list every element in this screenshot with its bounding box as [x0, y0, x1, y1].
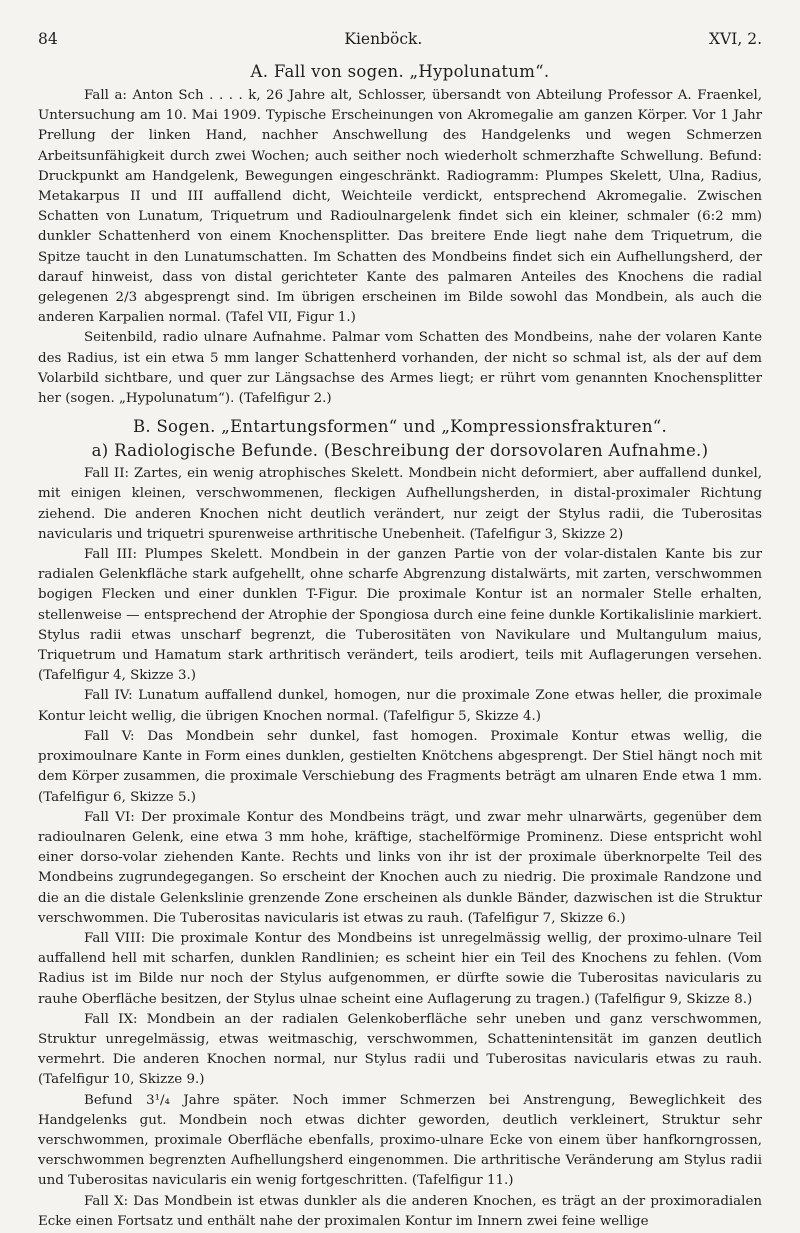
case-paragraph: Fall VI: Der proximale Kontur des Mondbeins trägt, und zwar mehr ulnarwärts, gegenüber dem radioulnaren Gelenk, eine etwa 3 mm hohe, kräftige, stachelförmige Prominenz. Diese entspricht wohl einer dorso-volar ziehenden Kante. Rechts und links von ihr ist der proximale überknorpelte Teil des Mondbeins zugrundegegangen. So erscheint der Knochen auch zu niedrig. Die proximale Randzone und die an die distale Gelenkslinie grenzende Zone erscheinen als dunkle Bänder, dazwischen ist die Struktur verschwommen. Die Tuberositas navicularis ist etwas zu rauh. (Tafelfigur 7, Skizze 6.) — [38, 809, 762, 926]
section-b-heading: B. Sogen. „Entartungsformen“ und „Kompressionsfrakturen“. — [132, 417, 668, 437]
page-header — [38, 30, 762, 48]
case-paragraph: Fall IV: Lunatum auffallend dunkel, homogen, nur die proximale Zone etwas heller, die proximale Kontur leicht wellig, die übrigen Knochen normal. (Tafelfigur 5, Skizze 4.) — [38, 688, 762, 724]
case-paragraph: Fall III: Plumpes Skelett. Mondbein in der ganzen Partie von der volar-distalen Kante bis zur radialen Gelenkfläche stark aufgehellt, ohne scharfe Abgrenzung distalwärts, mit zarten, verschwommen bogigen Flecken und einer dunklen T-Figur. Die proximale Kontur ist an normaler Stelle erhalten, stellenweise — entsprechend der Atrophie der Spongiosa durch eine feine dunkle Kortikalislinie markiert. Stylus radii etwas unscharf begrenzt, die Tuberositäten von Navikulare und Multangulum maius, Triquetrum und Hamatum stark arthritisch verändert, teils arodiert, teils mit Auflagerungen versehen. (Tafelfigur 4, Skizze 3.) — [38, 547, 762, 684]
case-paragraph: Fall VIII: Die proximale Kontur des Mondbeins ist unregelmässig wellig, der proximo-ulnare Teil auffallend hell mit scharfen, dunklen Randlinien; es scheint hier ein Teil des Knochens zu fehlen. (Vom Radius ist im Bilde nur noch der Stylus aufgenommen, er dürfte sowie die Tuberositas navicularis zu rauhe Oberfläche besitzen, der Stylus ulnae scheint eine Auflagerung zu tragen.) (Tafelfigur 9, Skizze 8.) — [38, 930, 762, 1007]
section-a-heading: A. Fall von sogen. „Hypolunatum“. — [250, 62, 550, 81]
section-a-paragraph-1: Fall a: Anton Sch . . . . k, 26 Jahre alt, Schlosser, übersandt von Abteilung Professor A. Fraenkel, Untersuchung am 10. Mai 1909. Typische Erscheinungen von Akromegalie am ganzen Körper. Vor 1 Jahr Prellung der linken Hand, nachher Anschwellung des Handgelenks und wegen Schmerzen Arbeitsunfähigkeit durch zwei Wochen; auch seither noch wiederholt schmerzhafte Schwellung. Befund: Druckpunkt am Handgelenk, Bewegungen eingeschränkt. Radiogramm: Plumpes Skelett, Ulna, Radius, Metakarpus II und III auffallend dicht, Weichteile verdickt, entsprechend Akromegalie. Zwischen Schatten von Lunatum, Triquetrum und Radioulnargelenk findet sich ein kleiner, schmaler (6:2 mm) dunkler Schattenherd von einem Knochensplitter. Das breitere Ende liegt nahe dem Triquetrum, die Spitze taucht in den Lunatumschatten. Im Schatten des Mondbeins findet sich ein Aufhellungsherd, der darauf hinweist, dass von distal gerichteter Kante des palmaren Anteiles des Knochens die radial gelegenen 2/3 abgesprengt sind. Im übrigen erscheinen im Bilde sowohl das Mondbein, als auch die anderen Karpalien normal. (Tafel VII, Figur 1.) — [38, 88, 762, 326]
section-gap — [38, 409, 762, 417]
volume-number: XVI, 2. — [709, 30, 762, 48]
case-paragraph: Fall IX: Mondbein an der radialen Gelenkoberfläche sehr uneben und ganz verschwommen, Struktur unregelmässig, etwas weitmaschig, verschwommen, Schattenintensität im ganzen deutlich vermehrt. Die anderen Knochen normal, nur Stylus radii und Tuberositas navicularis etwas zu rauh. (Tafelfigur 10, Skizze 9.) — [38, 1011, 762, 1088]
case-paragraph: Fall V: Das Mondbein sehr dunkel, fast homogen. Proximale Kontur etwas wellig, die proximoulnare Kante in Form eines dunklen, gestielten Knötchens abgesprengt. Der Stiel hängt noch mit dem Körper zusammen, die proximale Verschiebung des Fragments beträgt am ulnaren Ende etwa 1 mm. (Tafelfigur 6, Skizze 5.) — [38, 728, 762, 805]
running-author: Kienböck. — [344, 30, 423, 48]
section-b-subheading: a) Radiologische Befunde. (Beschreibung der dorsovolaren Aufnahme.) — [91, 441, 709, 461]
case-paragraph: Befund 3¹/₄ Jahre später. Noch immer Schmerzen bei Anstrengung, Beweglichkeit des Handgelenks gut. Mondbein noch etwas dichter geworden, deutlich verkleinert, Struktur sehr verschwommen, proximale Oberfläche ebenfalls, proximo-ulnare Ecke von einem über hanfkorngrossen, verschwommen begrenzten Aufhellungsherd eingenommen. Die arthritische Veränderung am Stylus radii und Tuberositas navicularis ein wenig fortgeschritten. (Tafelfigur 11.) — [38, 1092, 762, 1189]
case-paragraph: Fall X: Das Mondbein ist etwas dunkler als die anderen Knochen, es trägt an der proximoradialen Ecke einen Fortsatz und enthält nahe der proximalen Kontur im Innern zwei feine wellige — [38, 1193, 762, 1229]
section-a-paragraph-2: Seitenbild, radio ulnare Aufnahme. Palmar vom Schatten des Mondbeins, nahe der volaren Kante des Radius, ist ein etwa 5 mm langer Schattenherd vorhanden, der nicht so schmal ist, als der auf dem Volarbild sichtbare, und quer zur Längsachse des Armes liegt; er rührt vom genannten Knochensplitter her (sogen. „Hypolunatum“). (Tafelfigur 2.) — [38, 330, 762, 407]
case-paragraph: Fall II: Zartes, ein wenig atrophisches Skelett. Mondbein nicht deformiert, aber auffallend dunkel, mit einigen kleinen, verschwommenen, fleckigen Aufhellungsherden, in distal-proximaler Richtung ziehend. Die anderen Knochen nicht deutlich verändert, nur zeigt der Stylus radii, die Tuberositas navicularis und triquetri spurenweise arthritische Unebenheit. (Tafelfigur 3, Skizze 2) — [38, 466, 762, 542]
page-number: 84 — [38, 30, 58, 48]
